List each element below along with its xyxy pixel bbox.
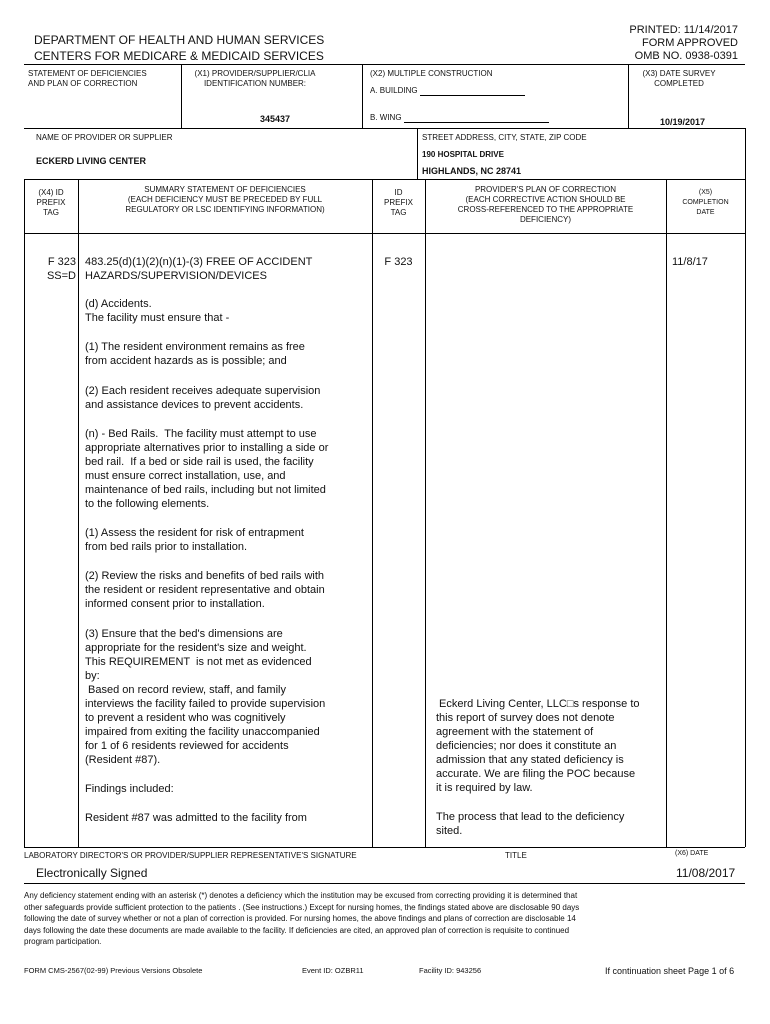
scope-severity: SS=D [46, 270, 76, 282]
building-label: A. BUILDING [370, 86, 418, 95]
form-approval-block [629, 24, 738, 63]
text-line: from accident hazards as is possible; and [85, 355, 287, 368]
text-line: the resident or resident representative and obtain [85, 584, 325, 597]
x1-label-line: (X1) PROVIDER/SUPPLIER/CLIA [194, 69, 316, 78]
title-label: TITLE [505, 851, 527, 860]
signature-value: Electronically Signed [36, 866, 148, 880]
disclaimer-line: days following the date these documents are made available to the facility. If deficiencies are cited, an approved plan of correction is requisite to continued [24, 925, 570, 935]
provider-name-label: NAME OF PROVIDER OR SUPPLIER [36, 133, 173, 142]
plan-header-line: (EACH CORRECTIVE ACTION SHOULD BE [465, 195, 626, 204]
plan-header-line: PROVIDER'S PLAN OF CORRECTION [474, 185, 617, 194]
survey-completed-date: 10/19/2017 [660, 117, 706, 127]
x3-label [630, 69, 728, 89]
text-line: admission that any stated deficiency is [436, 754, 624, 766]
text-line: from bed rails prior to installation. [85, 541, 248, 554]
completion-date: 11/8/17 [672, 256, 708, 268]
multiple-construction-label: (X2) MULTIPLE CONSTRUCTION [370, 69, 493, 78]
text-line: (2) Each resident receives adequate supervision [85, 384, 321, 397]
x3-label-line: (X3) DATE SURVEY [642, 69, 716, 78]
date-label: (X6) DATE [675, 850, 709, 857]
omb-number: OMB NO. 0938-0391 [634, 50, 738, 62]
deficiency-title-line: HAZARDS/SUPERVISION/DEVICES [85, 270, 267, 282]
x4-header-line: (X4) ID [38, 188, 64, 197]
deficiency-text [85, 297, 370, 841]
wing-label: B. WING [370, 113, 402, 122]
x4-header-line: PREFIX [36, 198, 66, 207]
text-line: to prevent a resident who was cognitively [85, 711, 286, 724]
paragraph [85, 782, 370, 796]
tag-value: F 323 [47, 256, 76, 268]
text-line: accurate. We are filing the POC because [436, 768, 636, 780]
paragraph [436, 810, 664, 838]
plan-header [425, 185, 666, 225]
form-number: FORM CMS-2567(02-99) Previous Versions Obsolete [24, 966, 203, 975]
x4-header-line: TAG [43, 208, 59, 217]
summary-header-line: (EACH DEFICIENCY MUST BE PRECEDED BY FULL [127, 195, 323, 204]
paragraph [436, 697, 664, 795]
address-label: STREET ADDRESS, CITY, STATE, ZIP CODE [422, 133, 587, 142]
paragraph [85, 384, 370, 412]
deficiency-title-line: 483.25(d)(1)(2)(n)(1)-(3) FREE OF ACCIDENT [85, 256, 313, 268]
disclaimer-line: other safeguards provide sufficient protection to the patients . (See instructions.) Except for nursing homes, the findings stated above are disclosable 90 days [24, 902, 580, 912]
paragraph [85, 627, 370, 767]
text-line: must ensure correct installation, use, and [85, 469, 286, 482]
event-id: Event ID: OZBR11 [302, 966, 364, 975]
disclaimer-line: program participation. [24, 937, 102, 946]
disclaimer-line: following the date of survey whether or not a plan of correction is provided. For nursing homes, the above findings and plans of correction are disclosable 14 [24, 914, 576, 923]
x1-label-line: IDENTIFICATION NUMBER: [203, 79, 307, 88]
text-line: impaired from exiting the facility unaccompanied [85, 725, 320, 738]
plan-tag: F 323 [384, 256, 413, 268]
x3-label-line: COMPLETED [654, 79, 704, 88]
text-line: for 1 of 6 residents reviewed for accidents [85, 739, 289, 752]
id-header [372, 188, 425, 218]
text-line: and assistance devices to prevent accidents. [85, 398, 304, 411]
department-line: DEPARTMENT OF HEALTH AND HUMAN SERVICES [34, 33, 325, 47]
text-line: This REQUIREMENT is not met as evidenced [85, 655, 312, 668]
printed-date: PRINTED: 11/14/2017 [629, 24, 738, 36]
x1-label [185, 69, 325, 89]
text-line: (1) The resident environment remains as free [85, 341, 305, 354]
text-line: Resident #87 was admitted to the facility from [85, 812, 307, 825]
text-line: (d) Accidents. [85, 298, 152, 310]
paragraph [85, 340, 370, 368]
facility-id: Facility ID: 943256 [419, 966, 482, 975]
text-line: sited. [436, 825, 463, 837]
signature-date: 11/08/2017 [676, 866, 736, 880]
text-line: to the following elements. [85, 497, 210, 510]
statement-label-line: STATEMENT OF DEFICIENCIES [28, 69, 147, 78]
deficiency-title [85, 255, 370, 283]
summary-header-line: REGULATORY OR LSC IDENTIFYING INFORMATION) [125, 205, 325, 214]
provider-id-number: 345437 [260, 114, 291, 124]
text-line: (n) - Bed Rails. The facility must attempt to use [85, 427, 317, 440]
summary-header-line: SUMMARY STATEMENT OF DEFICIENCIES [144, 185, 306, 194]
statement-label [28, 69, 147, 89]
text-line: (3) Ensure that the bed's dimensions are [85, 627, 283, 640]
paragraph [85, 526, 370, 554]
text-line: bed rail. If a bed or side rail is used, the facility [85, 455, 314, 468]
agency-line: CENTERS FOR MEDICARE & MEDICAID SERVICES [34, 49, 324, 63]
paragraph [85, 811, 370, 825]
building-blank [420, 95, 525, 96]
paragraph [85, 427, 370, 511]
street-address: 190 HOSPITAL DRIVE [422, 150, 504, 159]
id-header-line: TAG [390, 208, 407, 217]
text-line: agreement with the statement of [436, 726, 594, 738]
text-line: by: [85, 669, 100, 682]
text-line: interviews the facility failed to provide supervision [85, 697, 326, 710]
wing-row [370, 113, 549, 123]
text-line: Findings included: [85, 783, 174, 796]
paragraph [85, 569, 370, 611]
provider-name: ECKERD LIVING CENTER [36, 156, 147, 166]
id-header-line: PREFIX [384, 198, 413, 207]
x5-header [666, 188, 745, 218]
x5-header-line: (X5) [698, 189, 713, 196]
summary-header [78, 185, 372, 215]
text-line: Eckerd Living Center, LLC□s response to [436, 698, 640, 710]
text-line: The process that lead to the deficiency [436, 811, 625, 823]
text-line: appropriate alternatives prior to installing a side or [85, 441, 329, 454]
x5-header-line: DATE [696, 209, 715, 216]
wing-blank [404, 122, 549, 123]
text-line: (2) Review the risks and benefits of bed rails with [85, 570, 325, 583]
text-line: maintenance of bed rails, including but not limited [85, 483, 326, 496]
x5-header-line: COMPLETION [682, 199, 729, 206]
paragraph [85, 297, 370, 325]
text-line: it is required by law. [436, 782, 533, 794]
disclaimer [24, 890, 744, 948]
city-state-zip: HIGHLANDS, NC 28741 [422, 166, 522, 176]
statement-label-line: AND PLAN OF CORRECTION [28, 79, 138, 88]
text-line: this report of survey does not denote [436, 712, 615, 724]
x4-header [24, 188, 78, 218]
plan-header-line: DEFICIENCY) [519, 215, 572, 224]
text-line: (Resident #87). [85, 753, 161, 766]
text-line: (1) Assess the resident for risk of entrapment [85, 527, 304, 540]
id-header-line: ID [394, 188, 403, 197]
text-line: The facility must ensure that - [85, 312, 230, 324]
entry-tag [24, 255, 76, 283]
form-approved: FORM APPROVED [642, 37, 738, 49]
page-indicator: If continuation sheet Page 1 of 6 [605, 966, 735, 976]
building-row [370, 86, 525, 96]
plan-text [436, 697, 664, 853]
department-heading [34, 32, 324, 64]
plan-header-line: CROSS-REFERENCED TO THE APPROPRIATE [457, 205, 634, 214]
text-line: appropriate for the resident's size and weight. [85, 641, 307, 654]
text-line: deficiencies; nor does it constitute an [436, 740, 617, 752]
signature-label: LABORATORY DIRECTOR'S OR PROVIDER/SUPPLIER REPRESENTATIVE'S SIGNATURE [24, 851, 357, 860]
text-line: Based on record review, staff, and family [85, 683, 286, 696]
disclaimer-line: Any deficiency statement ending with an asterisk (*) denotes a deficiency which the institution may be excused from correcting providing it is determined that [24, 891, 578, 900]
text-line: informed consent prior to installation. [85, 598, 265, 611]
